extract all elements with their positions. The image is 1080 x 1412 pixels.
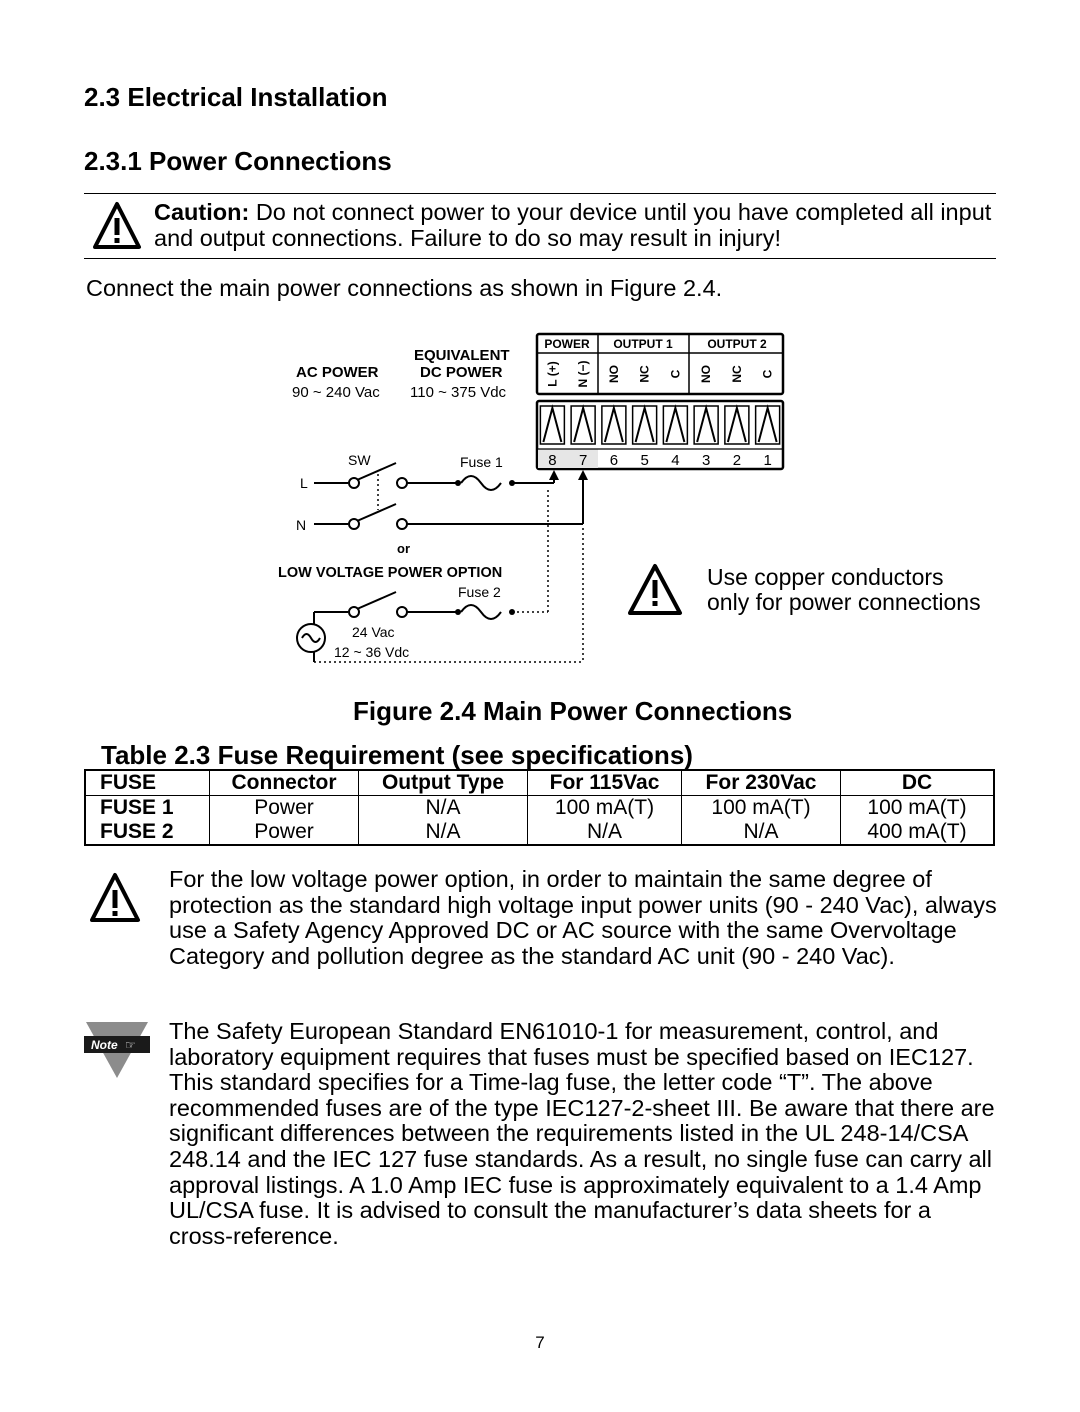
col-115vac: For 115Vac: [528, 770, 682, 796]
lv-ac-label: 24 Vac: [352, 624, 395, 640]
wiring-diagram: [270, 320, 1030, 685]
note-text: The Safety European Standard EN61010-1 for measurement, control, and laboratory equipment requires that fuses must be specified based on IEC127. This standard specifies for a Time-lag fuse, the letter code “T”. The above recommended fuses are of the type IEC127-2-sheet III. Be aware that there are significant differences between the requirements listed in the UL 248-14/CSA 248.14 and the IEC 127 fuse standards. As a result, no single fuse can carry all approval listings. A 1.0 Amp IEC fuse is approximately equivalent to a 1.4 Amp UL/CSA fuse. It is advised to consult the manufacturer’s data sheets for a cross-reference.: [169, 1018, 995, 1249]
low-voltage-warning-text: For the low voltage power option, in order to maintain the same degree of protection as the standard high voltage input power units (90 - 240 Vac), always use a Safety Agency Approved DC or AC source with the same Overvoltage Category and pollution degree as the standard AC unit (90 - 240 Vac).: [169, 866, 997, 969]
table-cell: FUSE 1: [85, 796, 210, 821]
col-connector: Connector: [210, 770, 359, 796]
dc-range-label: 110 ~ 375 Vdc: [410, 384, 507, 401]
terminal-pin-label: NO: [606, 365, 621, 383]
col-output-type: Output Type: [359, 770, 528, 796]
svg-text:☞: ☞: [125, 1038, 136, 1052]
table-cell: Power: [210, 820, 359, 845]
note-badge-text: Note: [91, 1038, 118, 1052]
figure-caption: Figure 2.4 Main Power Connections: [353, 696, 793, 726]
terminal-number: 5: [640, 452, 649, 469]
lv-dc-label: 12 ~ 36 Vdc: [334, 644, 410, 660]
terminal-screw: [571, 406, 595, 444]
table-cell: N/A: [359, 820, 528, 845]
table-cell: N/A: [528, 820, 682, 845]
equivalent-label: EQUIVALENT: [414, 347, 510, 364]
terminal-pin-label: NO: [699, 365, 714, 383]
subsection-heading: 2.3.1 Power Connections: [84, 146, 392, 176]
table-cell: 100 mA(T): [682, 796, 841, 821]
header-power: POWER: [544, 337, 590, 351]
table-cell: N/A: [682, 820, 841, 845]
terminal-screw: [663, 406, 687, 444]
caution-paragraph: [154, 200, 994, 251]
terminal-screw: [633, 406, 657, 444]
copper-note-line1: Use copper conductors: [707, 564, 944, 590]
ac-power-label: AC POWER: [296, 364, 379, 381]
intro-text: Connect the main power connections as shown in Figure 2.4.: [86, 275, 723, 301]
fuse2-label: Fuse 2: [458, 584, 501, 600]
terminal-number: 7: [578, 452, 588, 469]
terminal-number: 4: [671, 452, 680, 469]
table-header-row: [85, 770, 994, 796]
terminal-screw: [694, 406, 718, 444]
low-voltage-warning-icon: [88, 872, 142, 924]
terminal-pin-label: N (−): [576, 360, 591, 388]
table-row: [85, 796, 994, 821]
col-dc: DC: [841, 770, 995, 796]
copper-note-line2: only for power connections: [707, 589, 981, 615]
table-cell: 100 mA(T): [528, 796, 682, 821]
terminal-number: 8: [548, 452, 557, 469]
terminal-screw: [756, 406, 780, 444]
terminal-pin-label: C: [760, 369, 775, 379]
dc-power-label: DC POWER: [420, 364, 503, 381]
terminal-number: 1: [763, 452, 772, 469]
neutral-label: N: [296, 517, 307, 533]
terminal-pin-label: L (+): [545, 361, 560, 387]
header-output-2: OUTPUT 2: [707, 337, 767, 351]
table-caption: Table 2.3 Fuse Requirement (see specifications): [101, 740, 693, 770]
fuse1-label: Fuse 1: [460, 454, 503, 470]
table-cell: 400 mA(T): [841, 820, 995, 845]
col-230vac: For 230Vac: [682, 770, 841, 796]
section-heading: 2.3 Electrical Installation: [84, 82, 388, 112]
terminal-screw: [725, 406, 749, 444]
low-voltage-label: LOW VOLTAGE POWER OPTION: [278, 565, 503, 581]
page-number: 7: [535, 1333, 545, 1352]
header-output-1: OUTPUT 1: [613, 337, 673, 351]
caution-text: Do not connect power to your device until you have completed all input and output connections. Failure to do so may result in injury!: [154, 199, 992, 251]
line-label: L: [300, 475, 308, 491]
table-cell: 100 mA(T): [841, 796, 995, 821]
ac-range-label: 90 ~ 240 Vac: [292, 384, 380, 401]
warning-icon: [92, 201, 142, 251]
terminal-number: 2: [732, 452, 742, 469]
table-cell: Power: [210, 796, 359, 821]
table-cell: FUSE 2: [85, 820, 210, 845]
terminal-screw: [602, 406, 626, 444]
terminal-number: 3: [701, 452, 711, 469]
terminal-number: 6: [609, 452, 619, 469]
terminal-screw: [540, 406, 564, 444]
caution-label: Caution:: [154, 199, 250, 225]
caution-bottom-rule: [84, 258, 996, 259]
terminal-pin-label: NC: [637, 365, 652, 383]
table-cell: N/A: [359, 796, 528, 821]
fuse-table: [84, 769, 995, 846]
or-label: or: [397, 541, 410, 556]
note-icon: [84, 1020, 150, 1080]
table-row: [85, 820, 994, 845]
col-fuse: FUSE: [85, 770, 210, 796]
terminal-pin-label: C: [668, 369, 683, 379]
switch-label: SW: [348, 452, 371, 468]
terminal-pin-label: NC: [729, 365, 744, 383]
caution-top-rule: [84, 193, 996, 194]
